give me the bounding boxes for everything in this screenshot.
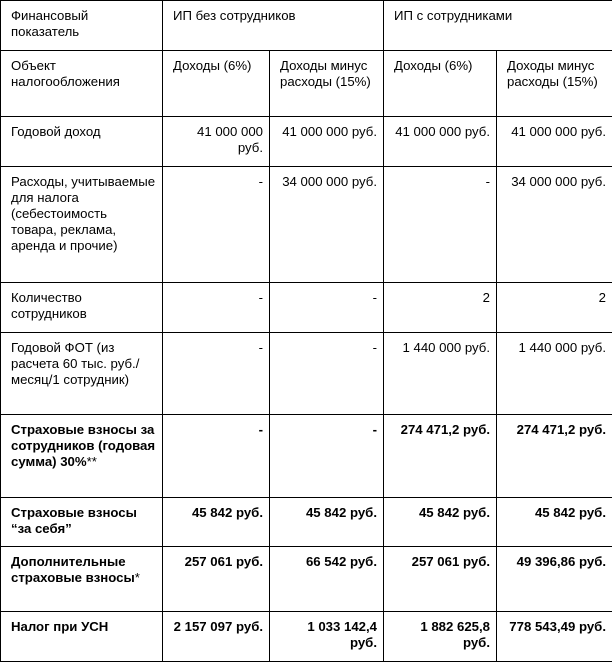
cell-value: 1 033 142,4 руб.	[270, 612, 384, 662]
cell-value: 66 542 руб.	[270, 547, 384, 612]
row-label: Количество сотрудников	[1, 283, 163, 333]
cell-value: 34 000 000 руб.	[270, 167, 384, 283]
row-label-text: Дополнительные страховые взносы	[11, 554, 135, 585]
row-label	[1, 415, 163, 498]
object-no-staff-income-minus-expenses: Доходы минус расходы (15%)	[270, 51, 384, 117]
cell-value: -	[384, 167, 497, 283]
cell-value: 1 440 000 руб.	[497, 333, 612, 415]
cell-value: -	[163, 333, 270, 415]
cell-value: -	[270, 283, 384, 333]
cell-value: 257 061 руб.	[384, 547, 497, 612]
cell-value: 34 000 000 руб.	[497, 167, 612, 283]
footnote-mark: **	[87, 454, 97, 469]
cell-value: 45 842 руб.	[384, 498, 497, 547]
cell-value: 49 396,86 руб.	[497, 547, 612, 612]
cell-value: -	[163, 415, 270, 498]
cell-value: 41 000 000 руб.	[270, 117, 384, 167]
table-row-usn-tax	[1, 612, 612, 662]
object-no-staff-income: Доходы (6%)	[163, 51, 270, 117]
cell-value: 2	[497, 283, 612, 333]
cell-value: 1 882 625,8 руб.	[384, 612, 497, 662]
header-group-no-staff: ИП без сотрудников	[163, 1, 384, 51]
cell-value: 257 061 руб.	[163, 547, 270, 612]
cell-value: -	[163, 283, 270, 333]
cell-value: 41 000 000 руб.	[384, 117, 497, 167]
cell-value: -	[270, 333, 384, 415]
table-row-tax-object	[1, 51, 612, 117]
cell-value: 274 471,2 руб.	[384, 415, 497, 498]
row-label: Налог при УСН	[1, 612, 163, 662]
cell-value: 2	[384, 283, 497, 333]
cell-value: 45 842 руб.	[497, 498, 612, 547]
cell-value: 45 842 руб.	[163, 498, 270, 547]
row-label	[1, 547, 163, 612]
header-group-with-staff: ИП с сотрудниками	[384, 1, 612, 51]
table-row-employee-insurance	[1, 415, 612, 498]
row-label: Годовой ФОТ (из расчета 60 тыс. руб./месяц/1 сотрудник)	[1, 333, 163, 415]
table-header-row	[1, 1, 612, 51]
row-label: Страховые взносы “за себя”	[1, 498, 163, 547]
footnote-mark: *	[135, 570, 140, 585]
object-with-staff-income: Доходы (6%)	[384, 51, 497, 117]
row-label-text: Страховые взносы за сотрудников (годовая сумма) 30%	[11, 422, 155, 469]
cell-value: 1 440 000 руб.	[384, 333, 497, 415]
cell-value: 45 842 руб.	[270, 498, 384, 547]
object-with-staff-income-minus-expenses: Доходы минус расходы (15%)	[497, 51, 612, 117]
cell-value: -	[270, 415, 384, 498]
cell-value: 778 543,49 руб.	[497, 612, 612, 662]
table-row-expenses	[1, 167, 612, 283]
table-row-employee-count	[1, 283, 612, 333]
object-label: Объект налогообложения	[1, 51, 163, 117]
table-row-self-insurance	[1, 498, 612, 547]
cell-value: 41 000 000 руб.	[163, 117, 270, 167]
cell-value: -	[163, 167, 270, 283]
header-indicator: Финансовый показатель	[1, 1, 163, 51]
table-row-annual-payroll	[1, 333, 612, 415]
cell-value: 2 157 097 руб.	[163, 612, 270, 662]
cell-value: 274 471,2 руб.	[497, 415, 612, 498]
row-label: Годовой доход	[1, 117, 163, 167]
cell-value: 41 000 000 руб.	[497, 117, 612, 167]
row-label: Расходы, учитываемые для налога (себестоимость товара, реклама, аренда и прочие)	[1, 167, 163, 283]
table-row-annual-income	[1, 117, 612, 167]
table-row-additional-insurance	[1, 547, 612, 612]
